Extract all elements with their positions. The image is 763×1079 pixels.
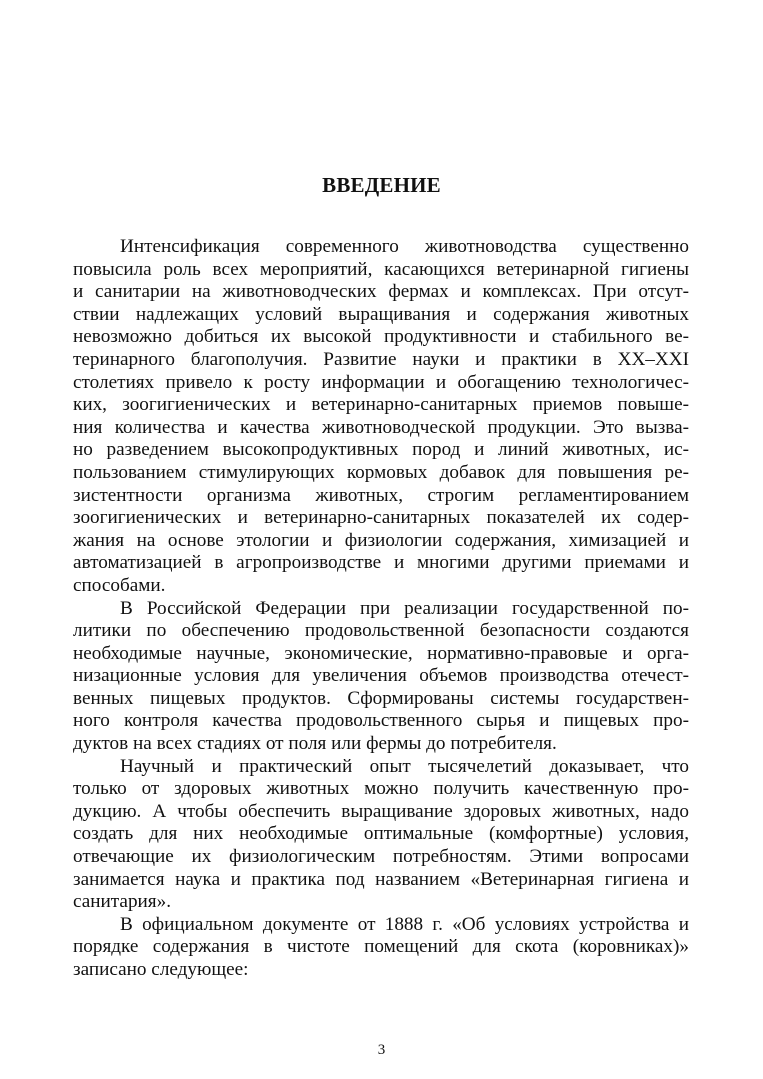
text-line: дуктов на всех стадиях от поля или фермы до потребителя. bbox=[73, 733, 557, 755]
text-line: ния количества и качества животноводческой продукции. Это вызва- bbox=[73, 416, 689, 438]
text-line: Интенсификация современного животноводства существенно bbox=[120, 236, 689, 257]
text-line: столетиях привело к росту информации и обогащению технологичес- bbox=[73, 371, 689, 393]
text-line: зоогигиенических и ветеринарно-санитарных показателей их содер- bbox=[73, 507, 689, 529]
text-line: порядке содержания в чистоте помещений для скота (коровниках)» bbox=[73, 936, 689, 958]
text-line: теринарного благополучия. Развитие науки и практики в XX–XXI bbox=[73, 348, 689, 370]
text-line: записано следующее: bbox=[73, 959, 249, 980]
text-line: дукцию. А чтобы обеспечить выращивание здоровых животных, надо bbox=[73, 800, 689, 822]
page-title: ВВЕДЕНИЕ bbox=[322, 173, 441, 197]
text-line: пользованием стимулирующих кормовых добавок для повышения ре- bbox=[73, 461, 689, 483]
text-line: но разведением высокопродуктивных пород и линий животных, ис- bbox=[73, 439, 689, 461]
text-line: ного контроля качества продовольственного сырья и пищевых про- bbox=[73, 710, 689, 732]
text-line: автоматизацией в агропроизводстве и многими другими приемами и bbox=[73, 552, 689, 574]
text-line: ствии надлежащих условий выращивания и содержания животных bbox=[73, 303, 689, 325]
text-line: и санитарии на животноводческих фермах и комплексах. При отсут- bbox=[73, 281, 689, 303]
text-line: В Российской Федерации при реализации государственной по- bbox=[120, 597, 689, 619]
text-line: Научный и практический опыт тысячелетий доказывает, что bbox=[120, 755, 689, 777]
text-line: создать для них необходимые оптимальные (комфортные) условия, bbox=[73, 823, 689, 845]
text-line: низационные условия для увеличения объемов производства отечест- bbox=[73, 665, 689, 687]
body-text bbox=[73, 236, 689, 982]
text-line: В официальном документе от 1888 г. «Об условиях устройства и bbox=[120, 913, 689, 935]
text-line: только от здоровых животных можно получить качественную про- bbox=[73, 778, 689, 800]
text-line: санитария». bbox=[73, 891, 172, 913]
text-line: жания на основе этологии и физиологии содержания, химизацией и bbox=[73, 529, 689, 551]
text-line: ких, зоогигиенических и ветеринарно-санитарных приемов повыше- bbox=[73, 394, 689, 416]
text-line: литики по обеспечению продовольственной безопасности создаются bbox=[73, 620, 689, 642]
text-line: отвечающие их физиологическим потребностям. Этими вопросами bbox=[73, 846, 689, 868]
text-line: венных пищевых продуктов. Сформированы системы государствен- bbox=[73, 687, 689, 709]
page-number: 3 bbox=[377, 1042, 386, 1058]
text-line: способами. bbox=[73, 574, 166, 596]
text-line: зистентности организма животных, строгим регламентированием bbox=[73, 484, 689, 506]
text-line: невозможно добиться их высокой продуктивности и стабильного ве- bbox=[73, 326, 689, 348]
text-line: повысила роль всех мероприятий, касающихся ветеринарной гигиены bbox=[73, 258, 689, 280]
text-line: занимается наука и практика под названием «Ветеринарная гигиена и bbox=[73, 868, 689, 890]
text-line: необходимые научные, экономические, нормативно-правовые и орга- bbox=[73, 642, 689, 664]
